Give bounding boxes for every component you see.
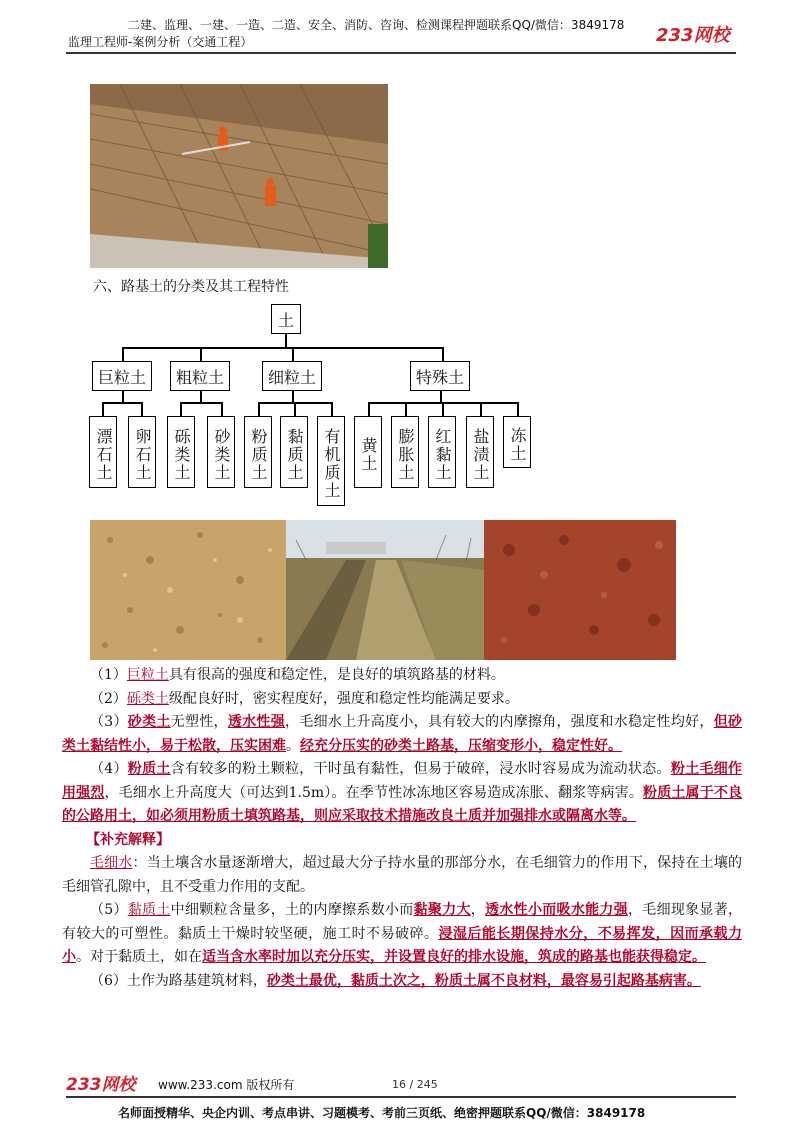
paragraph-4: （4）粉质土含有较多的粉土颗粒，干时虽有黏性，但易于破碎，浸水时容易成为流动状态。粉土毛细作用强烈，毛细水上升高度大（可达到1.5m）。在季节性冰冻地区容易造成冻胀、翻浆等病害。粉质土属于不良的公路用土，如必须用粉质土填筑路基，则应采取技术措施改良土质并加强排水或隔离水等。 [62, 761, 743, 824]
svg-text:233网校: 233网校 [656, 25, 730, 46]
footer-logo [66, 1072, 148, 1094]
tree-group-fine: 细粒土 [262, 361, 322, 391]
paragraph-1: （1）巨粒土具有很高的强度和稳定性，是良好的填筑路基的材料。 [90, 667, 505, 683]
footer-copyright: www.233.com 版权所有 [158, 1078, 295, 1092]
tree-leaf-loess: 黄土 [354, 416, 382, 488]
paragraph-6: （6）土作为路基建筑材料，砂类土最优，黏质土次之，粉质土属不良材料，最容易引起路基病害。 [90, 972, 701, 989]
footer-banner: 名师面授精华、央企内训、考点串讲、习题模考、考前三页纸、绝密押题联系QQ/微信：3849178 [118, 1106, 646, 1120]
tree-leaf-sand: 砂类土 [207, 416, 235, 488]
tree-leaf-gravel: 砾类土 [167, 416, 195, 488]
tree-leaf-cobble: 卵石土 [128, 416, 156, 488]
soil-classification-diagram [0, 0, 800, 520]
tree-leaf-boulder-stone: 漂石土 [89, 416, 117, 488]
tree-leaf-clay: 黏质土 [280, 416, 308, 488]
header-banner: 二建、监理、一建、一造、二造、安全、消防、咨询、检测课程押题联系QQ/微信：3849178 [128, 18, 625, 32]
tree-leaf-saline: 盐渍土 [466, 416, 494, 488]
tree-group-boulder: 巨粒土 [92, 361, 152, 391]
gravel-soil-photo [90, 520, 286, 660]
document-subtitle: 监理工程师-案例分析（交通工程） [68, 35, 253, 49]
footer-divider [66, 1096, 736, 1098]
tree-leaf-expansive: 膨胀土 [391, 416, 419, 488]
tree-leaf-organic: 有机质土 [317, 416, 345, 506]
capillary-explanation: 毛细水：当土壤含水量逐渐增大，超过最大分子持水量的那部分水，在毛细管力的作用下，保持在土壤的毛细管孔隙中，且不受重力作用的支配。 [62, 855, 743, 895]
tree-leaf-frozen: 冻土 [503, 416, 531, 468]
red-clay-photo [484, 520, 676, 660]
tree-root: 土 [271, 304, 301, 334]
page-number: 16 / 245 [392, 1078, 438, 1091]
note-title: 【补充解释】 [86, 831, 170, 848]
paragraph-5: （5）黏质土中细颗粒含量多，土的内摩擦系数小而黏聚力大，透水性小而吸水能力强，毛细现象显著，有较大的可塑性。黏质土干燥时较坚硬，施工时不易破碎。浸湿后能长期保持水分，不易挥发，因而承载力小。对于黏质土，如在适当含水率时加以充分压实，并设置良好的排水设施，筑成的路基也能获得稳定。 [62, 902, 743, 965]
tree-group-special: 特殊土 [410, 361, 470, 391]
section-title: 六、路基土的分类及其工程特性 [93, 279, 289, 295]
body-content [62, 664, 742, 993]
tree-leaf-red-clay: 红黏土 [428, 416, 456, 488]
paragraph-2: （2）砾类土级配良好时，密实程度好，强度和稳定性均能满足要求。 [90, 690, 519, 707]
road-ruts-photo [286, 520, 484, 660]
tree-group-coarse: 粗粒土 [170, 361, 230, 391]
paragraph-3: （3）砂类土无塑性，透水性强，毛细水上升高度小，具有较大的内摩擦角，强度和水稳定性均好，但砂类土黏结性小，易于松散，压实困难。经充分压实的砂类土路基，压缩变形小，稳定性好。 [62, 714, 743, 754]
tree-leaf-silt: 粉质土 [244, 416, 272, 488]
svg-text:233网校: 233网校 [66, 1075, 136, 1094]
